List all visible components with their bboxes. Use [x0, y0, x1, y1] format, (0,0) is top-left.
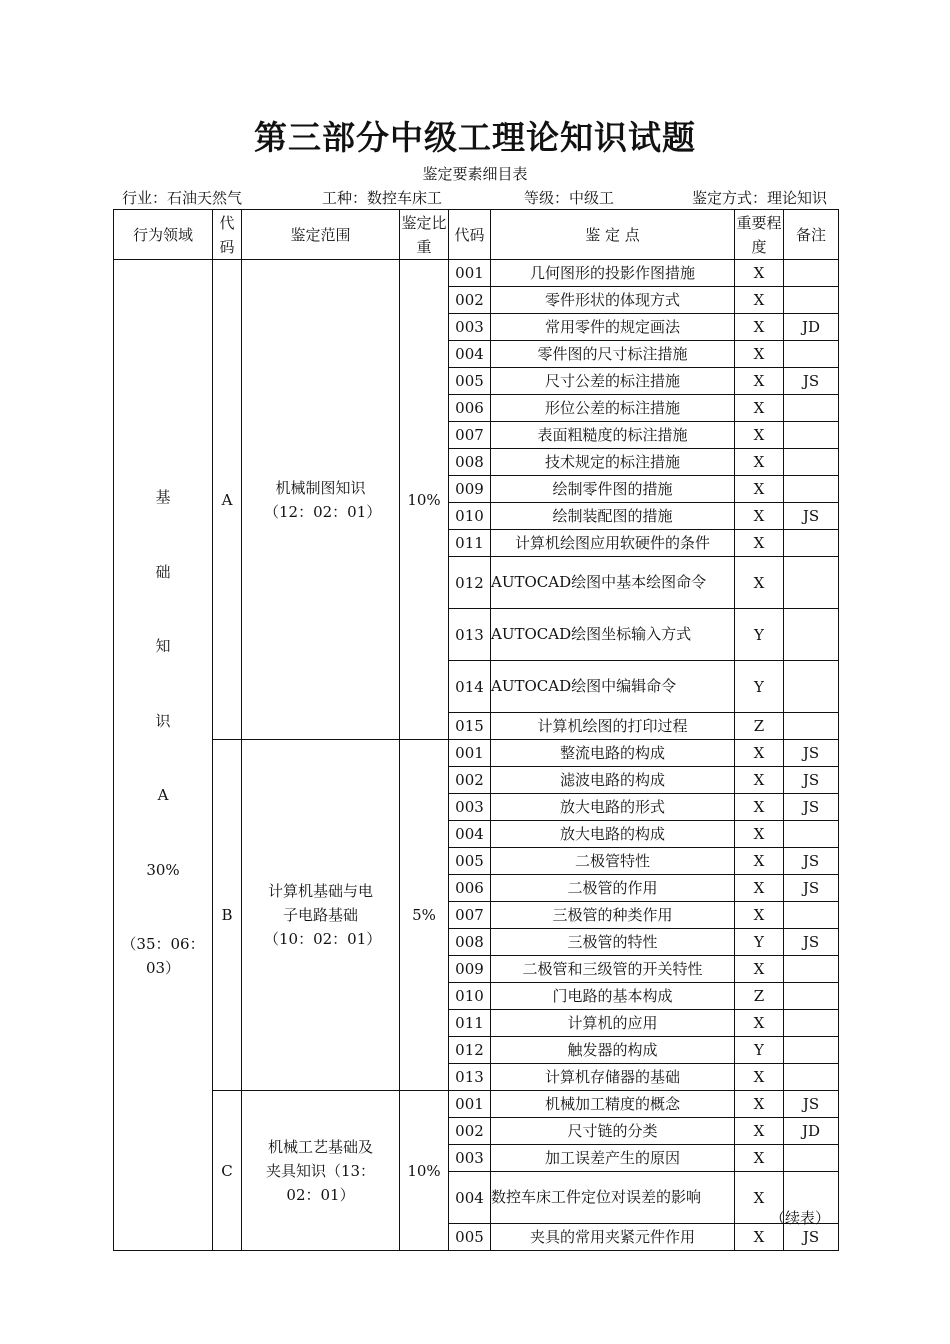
item-point: 计算机绘图的打印过程	[491, 713, 735, 740]
item-point: 形位公差的标注措施	[491, 395, 735, 422]
item-code: 002	[449, 287, 491, 314]
item-point: 整流电路的构成	[491, 740, 735, 767]
meta-level: 等级：中级工	[524, 189, 615, 207]
item-point: 计算机存储器的基础	[491, 1064, 735, 1091]
item-importance: X	[735, 1064, 784, 1091]
item-importance: X	[735, 503, 784, 530]
item-remark	[784, 1145, 839, 1172]
table-meta	[122, 187, 842, 209]
item-code: 002	[449, 1118, 491, 1145]
item-importance: X	[735, 530, 784, 557]
table-row	[114, 260, 839, 287]
item-code: 009	[449, 476, 491, 503]
item-point: 滤波电路的构成	[491, 767, 735, 794]
item-importance: Y	[735, 1037, 784, 1064]
item-point: 三极管的种类作用	[491, 902, 735, 929]
item-importance: Y	[735, 929, 784, 956]
item-importance: X	[735, 260, 784, 287]
item-point: 表面粗糙度的标注措施	[491, 422, 735, 449]
item-importance: X	[735, 1010, 784, 1037]
item-importance: X	[735, 956, 784, 983]
group-code: C	[213, 1091, 242, 1251]
item-remark	[784, 609, 839, 661]
item-remark: JS	[784, 929, 839, 956]
item-point: 绘制零件图的措施	[491, 476, 735, 503]
item-code: 004	[449, 1172, 491, 1224]
item-importance: X	[735, 314, 784, 341]
item-remark	[784, 341, 839, 368]
item-code: 003	[449, 314, 491, 341]
item-importance: Y	[735, 609, 784, 661]
domain-char: 知	[155, 637, 171, 655]
item-point: 放大电路的构成	[491, 821, 735, 848]
item-remark: JS	[784, 767, 839, 794]
item-code: 008	[449, 929, 491, 956]
header-code: 代码	[213, 210, 242, 260]
item-importance: X	[735, 740, 784, 767]
item-importance: X	[735, 767, 784, 794]
item-importance: X	[735, 794, 784, 821]
domain-label	[114, 485, 212, 980]
item-point: 计算机绘图应用软硬件的条件	[491, 530, 735, 557]
item-code: 007	[449, 422, 491, 449]
item-point: 二极管的作用	[491, 875, 735, 902]
item-importance: X	[735, 422, 784, 449]
group-scope: 机械制图知识（12：02：01）	[242, 260, 400, 740]
meta-method: 鉴定方式：理论知识	[692, 189, 828, 207]
item-importance: Z	[735, 983, 784, 1010]
item-importance: Z	[735, 713, 784, 740]
item-point: AUTOCAD绘图中编辑命令	[491, 661, 735, 713]
item-importance: X	[735, 821, 784, 848]
item-remark: JD	[784, 314, 839, 341]
item-remark	[784, 422, 839, 449]
group-code: B	[213, 740, 242, 1091]
item-importance: X	[735, 1091, 784, 1118]
group-weight: 5%	[400, 740, 449, 1091]
item-remark	[784, 1037, 839, 1064]
domain-char: 础	[155, 562, 171, 581]
item-importance: X	[735, 476, 784, 503]
item-remark: JS	[784, 1224, 839, 1251]
item-remark: JD	[784, 1118, 839, 1145]
item-point: 加工误差产生的原因	[491, 1145, 735, 1172]
item-code: 007	[449, 902, 491, 929]
domain-char: 30%	[146, 860, 180, 879]
item-importance: X	[735, 1224, 784, 1251]
item-point: 二极管和三级管的开关特性	[491, 956, 735, 983]
item-code: 005	[449, 368, 491, 395]
item-importance: X	[735, 1118, 784, 1145]
item-code: 005	[449, 1224, 491, 1251]
item-point: 零件形状的体现方式	[491, 287, 735, 314]
domain-char: A	[157, 786, 169, 804]
item-remark	[784, 530, 839, 557]
header-importance: 重要程度	[735, 210, 784, 260]
item-code: 010	[449, 503, 491, 530]
item-remark	[784, 1064, 839, 1091]
item-code: 001	[449, 740, 491, 767]
item-code: 010	[449, 983, 491, 1010]
item-code: 001	[449, 260, 491, 287]
item-remark: JS	[784, 848, 839, 875]
item-remark: JS	[784, 1091, 839, 1118]
header-domain: 行为领域	[114, 210, 213, 260]
item-code: 012	[449, 1037, 491, 1064]
item-remark	[784, 821, 839, 848]
item-remark	[784, 713, 839, 740]
group-scope: 机械工艺基础及夹具知识（13：02：01）	[242, 1091, 400, 1251]
item-importance: X	[735, 395, 784, 422]
item-point: 零件图的尺寸标注措施	[491, 341, 735, 368]
item-importance: X	[735, 902, 784, 929]
item-remark	[784, 476, 839, 503]
domain-char: 识	[155, 711, 171, 730]
item-importance: X	[735, 1172, 784, 1224]
item-code: 011	[449, 1010, 491, 1037]
item-remark	[784, 449, 839, 476]
item-code: 014	[449, 661, 491, 713]
item-code: 013	[449, 609, 491, 661]
item-remark	[784, 287, 839, 314]
header-item-code: 代码	[449, 210, 491, 260]
item-code: 003	[449, 794, 491, 821]
item-remark	[784, 956, 839, 983]
item-point: 三极管的特性	[491, 929, 735, 956]
item-importance: X	[735, 557, 784, 609]
domain-ratio: （35：06：03）	[121, 935, 205, 977]
item-remark	[784, 902, 839, 929]
item-remark	[784, 1010, 839, 1037]
item-point: 触发器的构成	[491, 1037, 735, 1064]
header-point: 鉴 定 点	[491, 210, 735, 260]
meta-trade: 工种：数控车床工	[322, 189, 443, 207]
item-code: 004	[449, 821, 491, 848]
item-remark	[784, 395, 839, 422]
meta-industry: 行业：石油天然气	[122, 189, 243, 207]
item-code: 011	[449, 530, 491, 557]
item-code: 002	[449, 767, 491, 794]
item-point: 常用零件的规定画法	[491, 314, 735, 341]
item-code: 003	[449, 1145, 491, 1172]
group-scope: 计算机基础与电子电路基础（10：02：01）	[242, 740, 400, 1091]
item-point: 机械加工精度的概念	[491, 1091, 735, 1118]
table-row	[114, 1091, 839, 1118]
item-point: 尺寸公差的标注措施	[491, 368, 735, 395]
item-point: 二极管特性	[491, 848, 735, 875]
item-point: 绘制装配图的措施	[491, 503, 735, 530]
item-importance: X	[735, 449, 784, 476]
appraisal-elements-table	[113, 209, 839, 1251]
item-point: 尺寸链的分类	[491, 1118, 735, 1145]
item-remark: JS	[784, 368, 839, 395]
table-subtitle: 鉴定要素细目表	[422, 165, 528, 183]
item-code: 009	[449, 956, 491, 983]
table-row	[114, 740, 839, 767]
item-importance: X	[735, 341, 784, 368]
item-importance: X	[735, 287, 784, 314]
item-remark: JS	[784, 875, 839, 902]
item-remark	[784, 557, 839, 609]
item-code: 015	[449, 713, 491, 740]
item-code: 006	[449, 875, 491, 902]
item-point: 计算机的应用	[491, 1010, 735, 1037]
item-importance: X	[735, 1145, 784, 1172]
item-code: 008	[449, 449, 491, 476]
item-remark: JS	[784, 740, 839, 767]
item-code: 006	[449, 395, 491, 422]
group-weight: 10%	[400, 260, 449, 740]
item-point: AUTOCAD绘图中基本绘图命令	[491, 557, 735, 609]
item-code: 013	[449, 1064, 491, 1091]
item-code: 004	[449, 341, 491, 368]
item-point: 放大电路的形式	[491, 794, 735, 821]
item-point: 门电路的基本构成	[491, 983, 735, 1010]
item-remark	[784, 983, 839, 1010]
group-code: A	[213, 260, 242, 740]
header-remark: 备注	[784, 210, 839, 260]
item-importance: X	[735, 368, 784, 395]
item-code: 012	[449, 557, 491, 609]
domain-char: 基	[155, 488, 171, 506]
item-remark: JS	[784, 794, 839, 821]
item-point: 夹具的常用夹紧元件作用	[491, 1224, 735, 1251]
domain-cell	[114, 260, 213, 1251]
item-importance: X	[735, 875, 784, 902]
continued-note: （续表）	[770, 1209, 831, 1227]
item-point: 几何图形的投影作图措施	[491, 260, 735, 287]
item-code: 001	[449, 1091, 491, 1118]
header-weight: 鉴定比重	[400, 210, 449, 260]
item-remark: JS	[784, 503, 839, 530]
item-remark	[784, 260, 839, 287]
item-point: 数控车床工件定位对误差的影响	[491, 1172, 735, 1224]
item-point: AUTOCAD绘图坐标输入方式	[491, 609, 735, 661]
item-importance: X	[735, 848, 784, 875]
group-weight: 10%	[400, 1091, 449, 1251]
item-remark	[784, 661, 839, 713]
item-code: 005	[449, 848, 491, 875]
header-scope: 鉴定范围	[242, 210, 400, 260]
item-importance: Y	[735, 661, 784, 713]
item-point: 技术规定的标注措施	[491, 449, 735, 476]
page-title: 第三部分中级工理论知识试题	[254, 118, 696, 157]
